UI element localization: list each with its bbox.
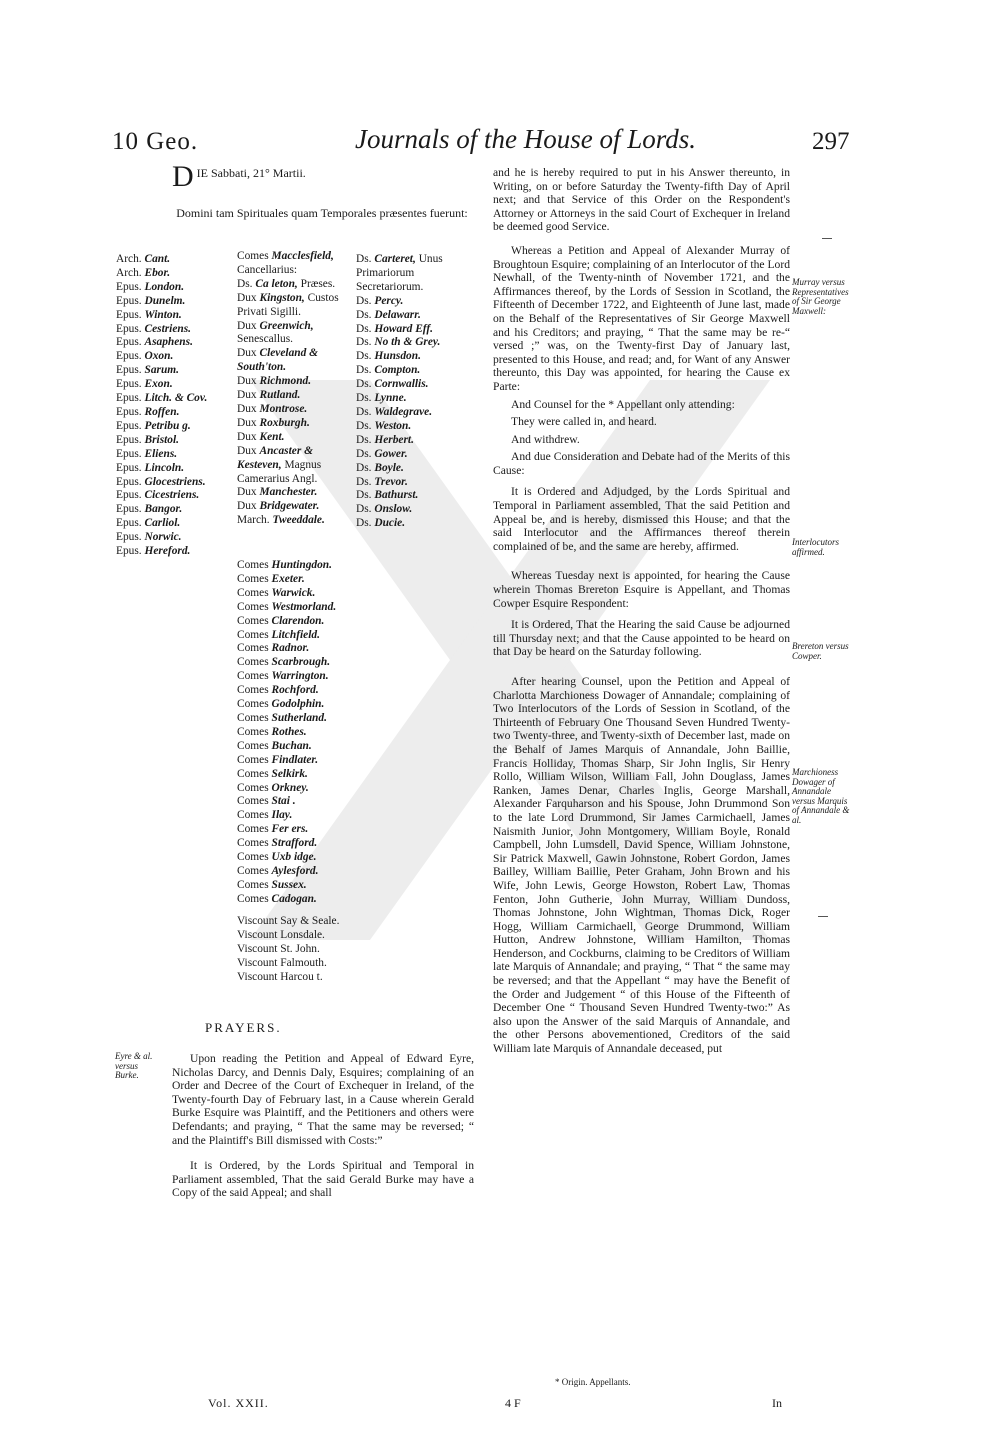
earl-title: Comes: [237, 753, 269, 766]
lord-name: Cleveland & South'ton.: [237, 347, 319, 374]
lord-title: Comes: [237, 250, 269, 262]
lord-title: Ds.: [356, 253, 372, 265]
lord-title: Ds.: [356, 350, 372, 363]
lord-name: Carliol.: [144, 517, 181, 530]
lord-entry: [356, 462, 474, 476]
lord-entry: [356, 350, 474, 364]
earl-title: Comes: [237, 892, 269, 905]
lord-entry: [116, 462, 234, 476]
lord-name: Lynne.: [374, 392, 407, 405]
lord-name: Cant.: [144, 253, 171, 265]
prayers-heading: PRAYERS.: [205, 1020, 282, 1035]
margin-note-eyre-text: Eyre & al. versus Burke.: [115, 1051, 153, 1080]
earl-title: Comes: [237, 725, 269, 738]
lord-entry: [116, 489, 234, 503]
lord-entry: [116, 503, 234, 517]
lord-entry: [237, 250, 355, 278]
earl-title: Comes: [237, 837, 269, 850]
earl-title: Comes: [237, 614, 269, 627]
murray-petition: Whereas a Petition and Appeal of Alexander Murray of Broughtoun Esquire; complaining of an Interlocutor of the Lord Newhall, of the Twenty-ninth of November 1721, and the Affirmances thereof, by the Lords of Session in Scotland, the Fifteenth of December 1722, and Eighteenth of June last, made on the Behalf of the Representatives of Sir George Maxwell and his Creditors; and praying, “ That the same may be re-“ versed ;” was, on the Twenty-first Day of January last, presented to this House, and read; and, for Want of any Answer thereunto, this Day was appointed, for hearing the Cause ex Parte:: [493, 243, 790, 393]
lord-name: Ducie.: [374, 517, 406, 530]
earl-entry: [237, 879, 355, 893]
lord-title: Epus.: [116, 461, 142, 474]
lord-entry: [116, 517, 234, 531]
earl-name: Warwick.: [271, 586, 316, 599]
lord-title: Epus.: [116, 517, 142, 530]
earl-name: Findlater.: [271, 753, 319, 766]
lord-name: Glocestriens.: [144, 475, 206, 488]
lord-office: Senescallus.: [237, 333, 293, 346]
lord-title: Ds.: [356, 419, 372, 432]
lord-entry: [356, 392, 474, 406]
lord-name: Cicestriens.: [144, 489, 200, 502]
lord-entry: [356, 420, 474, 434]
right-column-text: [493, 166, 790, 1056]
lord-name: London.: [144, 280, 185, 293]
earl-name: Huntingdon.: [271, 559, 332, 571]
lord-name: Bangor.: [144, 503, 183, 516]
earl-entry: [237, 615, 355, 629]
lord-name: Sarum.: [144, 364, 180, 377]
earl-entry: [237, 768, 355, 782]
earl-name: Clarendon.: [271, 614, 325, 627]
lord-title: Ds.: [356, 322, 372, 335]
lord-name: Onslow.: [374, 503, 413, 516]
margin-note-marchioness: Marchioness Dowager of Annandale versus Marquis of Annandale & al.: [792, 767, 850, 825]
earl-name: Exeter.: [271, 572, 305, 585]
lord-entry: [356, 364, 474, 378]
earl-entry: [237, 809, 355, 823]
lord-entry: [116, 392, 234, 406]
lord-name: Cestriens.: [144, 322, 192, 335]
lord-entry: [356, 517, 474, 531]
lord-name: Hunsdon.: [374, 350, 421, 363]
lord-name: Delawarr.: [374, 308, 421, 321]
lord-title: Epus.: [116, 419, 142, 432]
lord-entry: [116, 267, 234, 281]
lord-entry: [116, 336, 234, 350]
lord-entry: [356, 323, 474, 337]
lord-entry: [237, 347, 355, 375]
lord-title: Dux: [237, 375, 257, 388]
lord-entry: [237, 375, 355, 389]
earl-name: Uxb idge.: [271, 851, 317, 864]
earl-name: Sutherland.: [271, 711, 327, 724]
earl-title: Comes: [237, 864, 269, 877]
sitting-heading: [172, 160, 472, 193]
lord-name: Bathurst.: [374, 489, 419, 502]
lord-title: March.: [237, 514, 270, 527]
earl-name: Buchan.: [271, 739, 312, 752]
lord-office: Præses.: [300, 277, 336, 290]
annandale-petition: After hearing Counsel, upon the Petition and Appeal of Charlotta Marchioness Dowager of Annandale; complaining of Two Interlocutors of the Lords of Session in Scotland, of the Thirteenth of February One Thousand Seven Hundred Twenty-two Twenty-three, and Twenty-sixth of December last, made on the Behalf of James Marquis of Annandale, John Baillie, Francis Holliday, Thomas Sharp, Sir John Inglis, Sir Henry Rollo, William Wilson, William Fall, John Douglass, James Ranken, James Denar, Charles Inglis, George Marshall, Alexander Farquharson and his Spouse, John Drummond Son to the late Lord Drummond, Sir James Carmichaell, James Naismith Junior, John Montgomery, William Boyle, Ronald Campbell, John Lumsdell, David Spence, William Johnstone, Sir Patrick Maxwell, Gawin Johnstone, Robert Gordon, James Bailley, William Baillie, Peter Graham, John Brown and his Wife, John Lewis, George Howston, Robert Law, Thomas Fenton, John Gutherie, John Murray, William Dundoss, Thomas Johnstone, John Wightman, Thomas Dick, Roger Hogg, William Carmichaell, George Drummond, William Hutton, Andrew Johnstone, William Hamilton, Thomas Henderson, and Cockburns, claiming to be Creditors of William late Marquis of Annandale; and praying, “ That “ the same may be reversed; and that the Appellant “ may have the Benefit of the Order and Judgement “ of this House of the Fifteenth of December One “ Thousand Seven Hundred Twenty-two:” As also upon the Answer of the said Marquis of Annandale, and the other Persons abovementioned, Creditors of the said William late Marquis of Annandale deceased, put: [493, 675, 790, 1056]
viscount-entry: Viscount Say & Seale.: [237, 915, 340, 927]
lord-office: Cancellarius:: [237, 263, 298, 276]
earl-entry: [237, 670, 355, 684]
lord-title: Epus.: [116, 308, 142, 321]
lord-name: Howard Eff.: [374, 322, 434, 335]
lord-name: Cornwallis.: [374, 378, 429, 391]
lord-title: Epus.: [116, 531, 142, 544]
lord-title: Ds.: [356, 475, 372, 488]
earl-title: Comes: [237, 795, 269, 808]
lord-title: Dux: [237, 402, 257, 415]
lord-entry: [116, 350, 234, 364]
earl-name: Cadogan.: [271, 892, 317, 905]
lord-name: Ca leton,: [255, 277, 298, 290]
earl-title: Comes: [237, 781, 269, 794]
lord-entry: [237, 431, 355, 445]
lord-name: Roxburgh.: [259, 416, 310, 429]
viscount-entry: Viscount Lonsdale.: [237, 928, 325, 941]
earls-list: [237, 559, 355, 907]
header-page-number: 297: [812, 128, 850, 155]
lord-title: Ds.: [356, 433, 372, 446]
lord-title: Ds.: [356, 447, 372, 460]
earl-name: Scarbrough.: [271, 656, 331, 669]
lord-name: Ancaster & Kesteven,: [237, 444, 313, 471]
sitting-date: IE Sabbati, 21° Martii.: [196, 166, 306, 180]
lord-entry: [237, 445, 355, 487]
earl-entry: [237, 656, 355, 670]
earl-title: Comes: [237, 600, 269, 613]
lord-title: Ds.: [356, 517, 372, 530]
earl-name: Aylesford.: [271, 864, 319, 877]
lord-title: Epus.: [116, 378, 142, 391]
lord-name: Dunelm.: [144, 294, 186, 307]
lord-title: Epus.: [116, 475, 142, 488]
margin-note-eyre: [115, 1052, 163, 1081]
earl-entry: [237, 573, 355, 587]
lord-name: Rutland.: [259, 389, 301, 402]
lord-title: Ds.: [356, 294, 372, 307]
margin-dash: [818, 916, 828, 917]
earl-title: Comes: [237, 823, 269, 836]
lord-name: Ebor.: [144, 266, 171, 279]
lord-entry: [116, 531, 234, 545]
footer-signature: 4 F: [505, 1396, 521, 1410]
earl-name: Sussex.: [271, 878, 307, 891]
lord-title: Ds.: [356, 336, 372, 349]
lord-title: Epus.: [116, 336, 142, 349]
earl-title: Comes: [237, 809, 269, 822]
consideration-line: And due Consideration and Debate had of the Merits of this Cause:: [493, 450, 790, 477]
earl-title: Comes: [237, 698, 269, 711]
lord-title: Dux: [237, 500, 257, 513]
lord-entry: [237, 417, 355, 431]
margin-note-murray: Murray versus Representatives of Sir George Maxwell:: [792, 277, 849, 316]
earl-name: Fer ers.: [271, 823, 309, 836]
lord-title: Dux: [237, 416, 257, 429]
brereton-order: It is Ordered, That the Hearing the said Cause be adjourned till Thursday next; and that the Cause appointed to be heard on that Day be heard on the Saturday following.: [493, 618, 790, 659]
lord-name: Waldegrave.: [374, 405, 433, 418]
eyre-petition: Upon reading the Petition and Appeal of Edward Eyre, Nicholas Darcy, and Dennis Daly, Esquires; complaining of an Order and Decree of the Court of Exchequer in Ireland, of the Twenty-fourth Day of February last, in a Cause wherein Gerald Burke Esquire was Plaintiff, and the Petitioners and others were Defendants; and praying, “ That the same may be reversed; “ and the Plaintiff's Bill dismissed with Costs:”: [172, 1052, 474, 1147]
lord-name: Montrose.: [259, 402, 308, 415]
earl-name: Westmorland.: [271, 600, 337, 613]
earl-entry: [237, 795, 355, 809]
lord-title: Epus.: [116, 392, 142, 405]
lord-name: Manchester.: [259, 486, 318, 499]
lord-name: No th & Grey.: [374, 336, 441, 349]
earl-title: Comes: [237, 572, 269, 585]
earl-name: Litchfield.: [271, 628, 320, 641]
earl-title: Comes: [237, 851, 269, 864]
lord-entry: [356, 489, 474, 503]
earl-entry: [237, 823, 355, 837]
lord-office: Custos Privati Sigilli.: [237, 291, 339, 318]
murray-order: It is Ordered and Adjudged, by the Lords Spiritual and Temporal in Parliament assembled, That the said Petition and Appeal be, and is hereby, dismissed this House; and that the said Interlocutor and the Affirmances thereof therein complained of be, and the same are hereby, affirmed.: [493, 485, 790, 553]
earl-name: Orkney.: [271, 781, 309, 794]
lord-entry: [116, 378, 234, 392]
lord-name: Kent.: [259, 430, 285, 443]
earl-entry: [237, 865, 355, 879]
dropcap: D: [172, 160, 194, 193]
brereton-whereas: Whereas Tuesday next is appointed, for hearing the Cause wherein Thomas Brereton Esquire is Appellant, and Thomas Cowper Esquire Respondent:: [493, 569, 790, 610]
earl-title: Comes: [237, 684, 269, 697]
lord-entry: [237, 292, 355, 320]
earl-title: Comes: [237, 670, 269, 683]
lord-title: Epus.: [116, 280, 142, 293]
lord-entry: [356, 295, 474, 309]
lord-entry: [116, 364, 234, 378]
margin-dash: [822, 238, 832, 239]
lord-title: Epus.: [116, 447, 142, 460]
earl-title: Comes: [237, 878, 269, 891]
lord-name: Weston.: [374, 419, 412, 432]
earl-entry: [237, 642, 355, 656]
lord-entry: [356, 378, 474, 392]
lord-name: Gower.: [374, 447, 408, 460]
lord-title: Dux: [237, 444, 257, 457]
viscount-entry: Viscount Falmouth.: [237, 956, 327, 969]
lord-entry: [116, 434, 234, 448]
lord-entry: [356, 434, 474, 448]
lord-entry: [356, 253, 474, 295]
barons-list: [356, 253, 474, 531]
withdrew-line: And withdrew.: [511, 432, 580, 446]
lord-title: Dux: [237, 389, 257, 402]
lord-entry: [356, 503, 474, 517]
lord-entry: [356, 476, 474, 490]
earl-name: Selkirk.: [271, 767, 308, 780]
lord-title: Ds.: [356, 405, 372, 418]
margin-note-brereton: Brereton versus Cowper.: [792, 641, 849, 661]
lord-name: Asaphens.: [144, 336, 193, 349]
lord-entry: [116, 448, 234, 462]
earl-entry: [237, 782, 355, 796]
lord-title: Epus.: [116, 545, 142, 558]
lord-name: Carteret,: [374, 253, 416, 265]
spiritual-lords-list: [116, 253, 234, 559]
earl-name: Warrington.: [271, 670, 329, 683]
lord-name: Kingston,: [259, 291, 305, 304]
earl-name: Godolphin.: [271, 698, 325, 711]
lord-entry: [237, 486, 355, 500]
continuation-paragraph: and he is hereby required to put in his Answer thereunto, in Writing, on or before Saturday the Twenty-fifth Day of April next; and that Service of this Order on the Respondent's Attorney or Attorneys in the said Court of Exchequer in Ireland be deemed good Service.: [493, 166, 790, 234]
lord-entry: [356, 336, 474, 350]
lord-title: Epus.: [116, 322, 142, 335]
earl-title: Comes: [237, 656, 269, 669]
lord-entry: [237, 514, 355, 528]
lord-title: Ds.: [356, 461, 372, 474]
lord-name: Petribu g.: [144, 419, 191, 432]
earl-title: Comes: [237, 767, 269, 780]
lord-name: Percy.: [374, 294, 404, 307]
lord-title: Ds.: [237, 277, 253, 290]
lord-name: Bristol.: [144, 433, 180, 446]
footer-catchword: In: [772, 1396, 782, 1410]
earl-name: Rothes.: [271, 725, 307, 738]
lord-name: Lincoln.: [144, 461, 185, 474]
lord-title: Epus.: [116, 294, 142, 307]
lord-name: Macclesfield,: [271, 250, 334, 262]
lord-title: Epus.: [116, 503, 142, 516]
lord-title: Dux: [237, 291, 257, 304]
lord-entry: [237, 500, 355, 514]
earl-entry: [237, 684, 355, 698]
lord-title: Dux: [237, 347, 257, 360]
eyre-order: It is Ordered, by the Lords Spiritual and Temporal in Parliament assembled, That the said Gerald Burke may have a Copy of the said Appeal; and shall: [172, 1159, 474, 1200]
lord-entry: [116, 309, 234, 323]
earl-entry: [237, 712, 355, 726]
earl-entry: [237, 893, 355, 907]
earl-title: Comes: [237, 559, 269, 571]
lord-entry: [237, 278, 355, 292]
lord-entry: [356, 406, 474, 420]
viscount-entry: Viscount St. John.: [237, 942, 320, 955]
lord-name: Winton.: [144, 308, 182, 321]
earl-name: Strafford.: [271, 837, 318, 850]
earl-name: Stai .: [271, 795, 296, 808]
lord-name: Hereford.: [144, 545, 191, 558]
lord-title: Ds.: [356, 378, 372, 391]
earl-entry: [237, 851, 355, 865]
earl-entry: [237, 629, 355, 643]
lord-name: Roffen.: [144, 405, 180, 418]
lord-name: Tweeddale.: [272, 514, 325, 527]
lord-title: Ds.: [356, 503, 372, 516]
lord-name: Trevor.: [374, 475, 408, 488]
earl-entry: [237, 601, 355, 615]
lord-office: Unus Primariorum Secretariorum.: [356, 253, 443, 293]
lord-title: Ds.: [356, 489, 372, 502]
called-line: They were called in, and heard.: [511, 415, 657, 429]
margin-note-interlocutors: Interlocutors affirmed.: [792, 537, 839, 557]
lord-name: Compton.: [374, 364, 421, 377]
lord-name: Richmond.: [259, 375, 312, 388]
header-title: Journals of the House of Lords.: [355, 124, 697, 154]
lord-name: Norwic.: [144, 531, 182, 544]
left-column-text: [172, 1052, 474, 1200]
lord-entry: [116, 420, 234, 434]
counsel-line: And Counsel for the * Appellant only attending:: [511, 397, 735, 411]
lord-name: Herbert.: [374, 433, 414, 446]
lord-entry: [356, 309, 474, 323]
footnote: * Origin. Appellants.: [555, 1377, 631, 1387]
earl-name: Radnor.: [271, 642, 310, 655]
lord-entry: [116, 545, 234, 559]
earl-name: Ilay.: [271, 809, 293, 822]
lord-title: Epus.: [116, 350, 142, 363]
earl-entry: [237, 587, 355, 601]
earl-entry: [237, 837, 355, 851]
viscounts-list: [237, 915, 355, 985]
lord-entry: [116, 295, 234, 309]
lord-title: Dux: [237, 430, 257, 443]
lord-office: Magnus Camerarius Angl.: [237, 458, 322, 485]
earl-title: Comes: [237, 642, 269, 655]
lord-title: Dux: [237, 486, 257, 499]
lord-title: Ds.: [356, 364, 372, 377]
earl-name: Rochford.: [271, 684, 319, 697]
lord-entry: [116, 281, 234, 295]
lord-title: Ds.: [356, 392, 372, 405]
lord-name: Oxon.: [144, 350, 174, 363]
earl-entry: [237, 698, 355, 712]
viscount-entry: Viscount Harcou t.: [237, 970, 323, 983]
attendance-heading: Domini tam Spirituales quam Temporales præsentes fuerunt:: [176, 206, 468, 220]
lord-entry: [116, 253, 234, 267]
footer-volume: Vol. XXII.: [208, 1396, 269, 1410]
earl-title: Comes: [237, 711, 269, 724]
earl-title: Comes: [237, 628, 269, 641]
lord-entry: [116, 406, 234, 420]
earl-entry: [237, 726, 355, 740]
temporal-lords-list-a: [237, 250, 355, 528]
lord-title: Epus.: [116, 433, 142, 446]
earl-title: Comes: [237, 739, 269, 752]
lord-name: Eliens.: [144, 447, 178, 460]
lord-entry: [116, 323, 234, 337]
lord-name: Exon.: [144, 378, 173, 391]
lord-entry: [237, 389, 355, 403]
lord-title: Epus.: [116, 489, 142, 502]
lord-title: Ds.: [356, 308, 372, 321]
lord-title: Dux: [237, 319, 257, 332]
lord-entry: [237, 403, 355, 417]
lord-title: Arch.: [116, 253, 142, 265]
lord-name: Boyle.: [374, 461, 404, 474]
lord-name: Greenwich,: [259, 319, 314, 332]
lord-entry: [116, 476, 234, 490]
lord-name: Litch. & Cov.: [144, 392, 208, 405]
lord-entry: [356, 448, 474, 462]
earl-entry: [237, 740, 355, 754]
lord-title: Arch.: [116, 266, 142, 279]
earl-title: Comes: [237, 586, 269, 599]
lord-title: Epus.: [116, 405, 142, 418]
earl-entry: [237, 559, 355, 573]
header-regnal-year: 10 Geo.: [112, 128, 199, 155]
lord-name: Bridgewater.: [259, 500, 320, 513]
lord-title: Epus.: [116, 364, 142, 377]
lord-entry: [237, 320, 355, 348]
earl-entry: [237, 754, 355, 768]
